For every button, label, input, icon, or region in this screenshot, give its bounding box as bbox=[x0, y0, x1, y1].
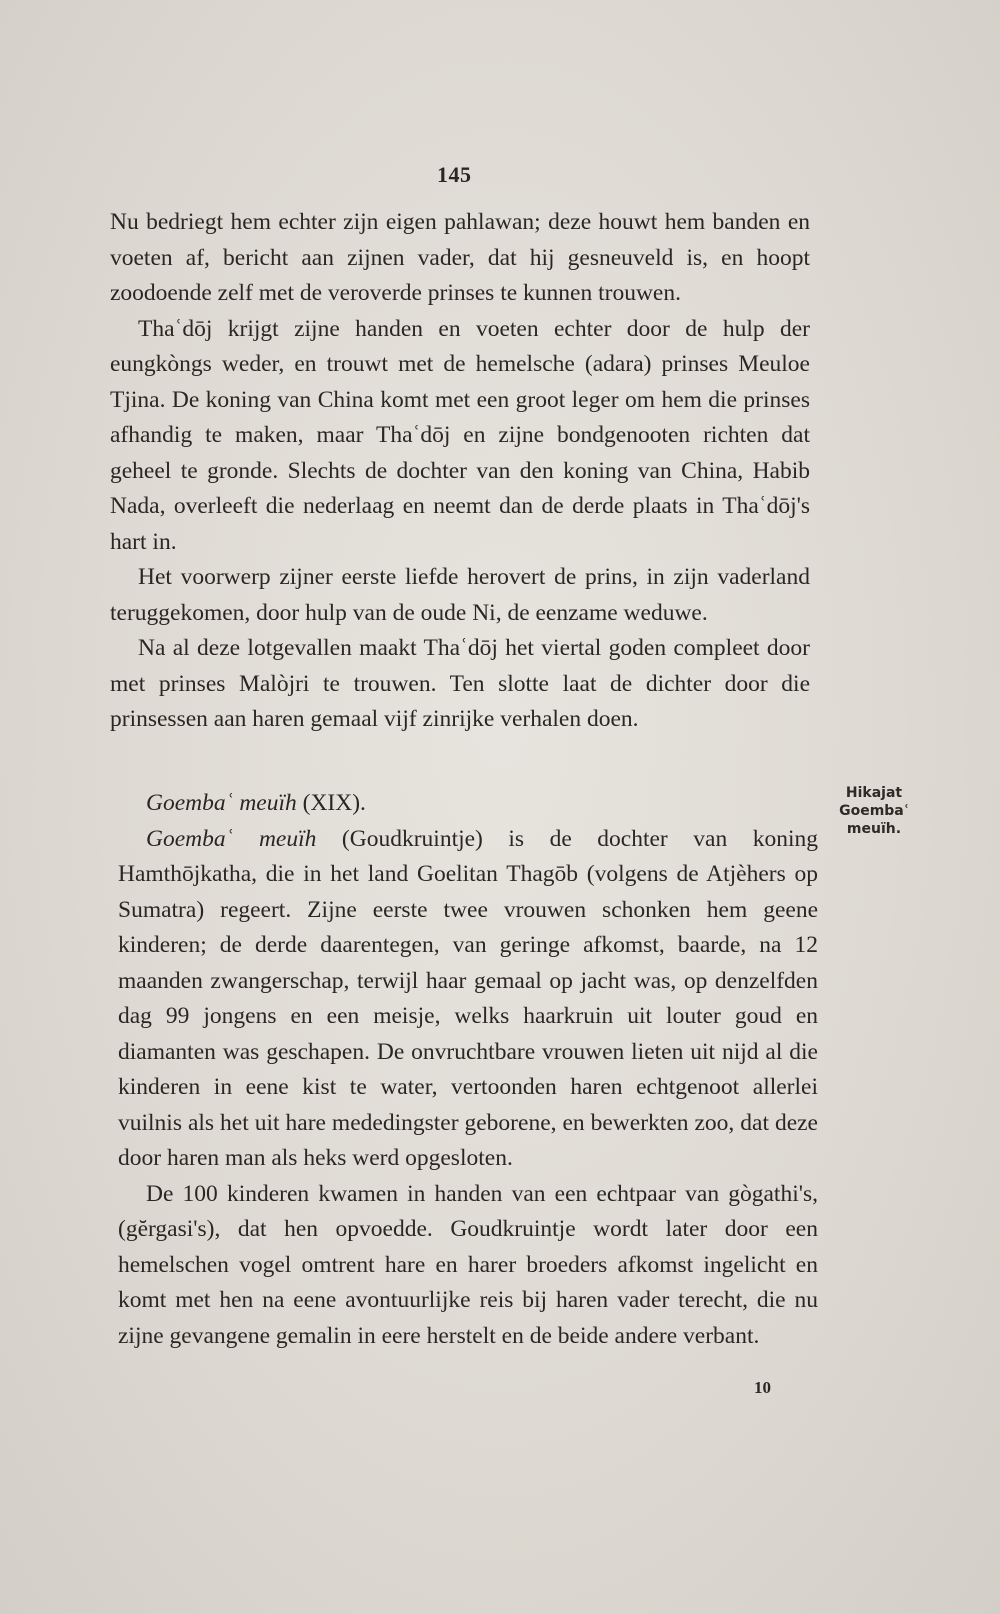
page-number: 145 bbox=[437, 162, 472, 187]
section-heading-number: (XIX). bbox=[296, 790, 366, 816]
section-heading bbox=[118, 786, 818, 822]
section-heading-title: Goembaʿ meuïh bbox=[146, 790, 297, 816]
margin-note-line: meuïh. bbox=[846, 821, 902, 837]
paragraph: Nu bedriegt hem echter zijn eigen pahlawan; deze houwt hem banden en voeten af, bericht aan zijnen vader, dat hij gesneuveld is, en hoopt zoodoende zelf met de veroverde prinses te kunnen trouwen. bbox=[110, 209, 810, 306]
paragraph-text: (Goudkruintje) is de dochter van koning Hamthōjkatha, die in het land Goelitan Thagōb (volgens de Atjèhers op Sumatra) regeert. Zijne eerste twee vrouwen schonken hem geene kinderen; de derde daarentegen, van geringe afkomst, baarde, na 12 maanden zwangerschap, terwijl haar gemaal op jacht was, op denzelfden dag 99 jongens en een meisje, welks haarkruin uit louter goud en diamanten was geschapen. De onvruchtbare vrouwen lieten uit nijd al die kinderen in eene kist te water, vertoonden haren echtgenoot allerlei vuilnis als het uit hare mededingster geborene, en bewerkten zoo, dat deze door haren man als heks werd opgesloten. bbox=[118, 825, 818, 1171]
paragraph: De 100 kinderen kwamen in handen van een echtpaar van gògathi's, (gĕrgasi's), dat hen opvoedde. Goudkruintje wordt later door een hemelschen vogel omtrent hare en harer broeders afkomst ingelicht en komt met hen na eene avontuurlijke reis bij haren vader terecht, die nu zijne gevangene gemalin in eere herstelt en de beide andere verbant. bbox=[118, 1180, 818, 1349]
margin-note bbox=[824, 784, 924, 838]
paragraph: Het voorwerp zijner eerste liefde herovert de prins, in zijn vaderland teruggekomen, door hulp van de oude Ni, de eenzame weduwe. bbox=[110, 564, 810, 626]
paragraph: Na al deze lotgevallen maakt Thaʿdōj het viertal goden compleet door met prinses Malòjri te trouwen. Ten slotte laat de dichter door die prinsessen aan haren gemaal vijf zinrijke verhalen doen. bbox=[110, 635, 810, 732]
paragraph bbox=[118, 822, 818, 1177]
title-reference: Goembaʿ meuïh bbox=[146, 825, 317, 852]
signature-mark: 10 bbox=[754, 1378, 771, 1397]
paragraph: Thaʿdōj krijgt zijne handen en voeten echter door de hulp der eungkòngs weder, en trouwt met de hemelsche (adara) prinses Meuloe Tjina. De koning van China komt met een groot leger om hem die prinses afhandig te maken, maar Thaʿdōj en zijne bondgenooten richten dat geheel te gronde. Slechts de dochter van den koning van China, Habib Nada, overleeft die nederlaag en neemt dan de derde plaats in Thaʿdōj's hart in. bbox=[110, 315, 810, 555]
section-text-block bbox=[118, 786, 818, 1354]
margin-note-line: Goembaʿ bbox=[839, 803, 909, 819]
margin-note-line: Hikajat bbox=[845, 785, 903, 801]
upper-text-block bbox=[110, 205, 810, 738]
